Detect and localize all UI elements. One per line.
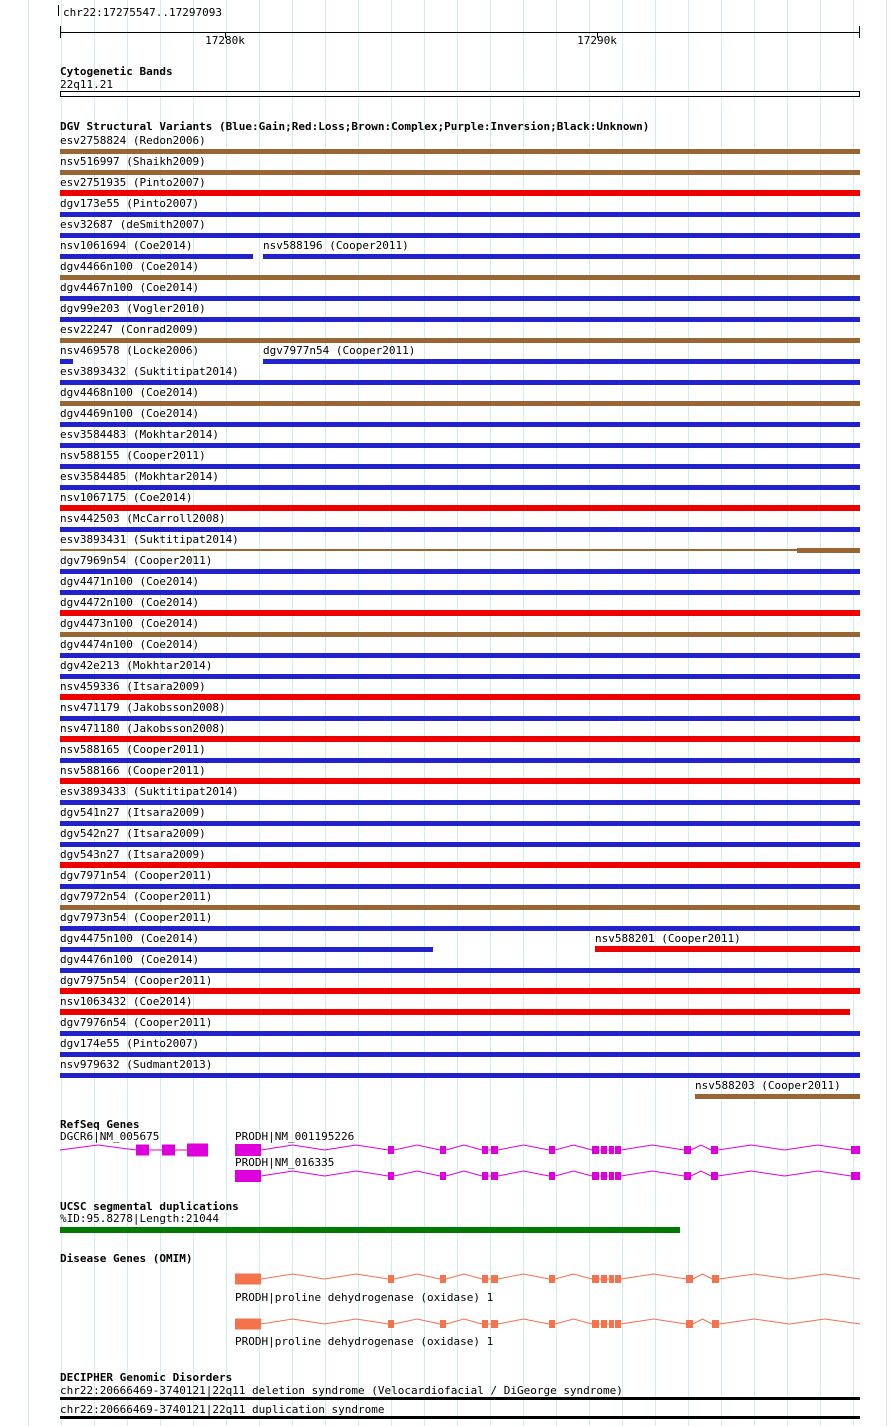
variant-bar[interactable]	[60, 884, 860, 889]
decipher-entry-label[interactable]: chr22:20666469-3740121|22q11 deletion syndrome (Velocardiofacial / DiGeorge syndrome)	[60, 1384, 623, 1397]
omim-gene-exon	[482, 1275, 488, 1283]
variant-bar[interactable]	[60, 821, 860, 826]
variant-bar[interactable]	[60, 947, 433, 952]
variant-bar[interactable]	[60, 296, 860, 301]
refseq-gene-exon	[187, 1144, 208, 1157]
refseq-gene-exon	[549, 1172, 555, 1180]
omim-gene-exon	[491, 1275, 498, 1283]
variant-label[interactable]: nsv588201 (Cooper2011)	[595, 932, 741, 945]
variant-bar[interactable]	[60, 505, 860, 511]
grid-line	[886, 0, 887, 1426]
variant-bar[interactable]	[797, 548, 860, 553]
variant-bar[interactable]	[60, 758, 860, 763]
variant-label[interactable]: dgv4475n100 (Coe2014)	[60, 932, 200, 945]
omim-gene-exon	[592, 1320, 599, 1328]
variant-label[interactable]: nsv1063432 (Coe2014)	[60, 995, 193, 1008]
dgv-section-title: DGV Structural Variants (Blue:Gain;Red:Loss;Brown:Complex;Purple:Inversion;Black:Unknown)	[60, 120, 650, 133]
variant-label[interactable]: nsv588166 (Cooper2011)	[60, 764, 206, 777]
grid-line	[28, 0, 29, 1426]
cytoband-section-title: Cytogenetic Bands	[60, 65, 173, 78]
variant-label[interactable]: dgv542n27 (Itsara2009)	[60, 827, 206, 840]
variant-label[interactable]: dgv7969n54 (Cooper2011)	[60, 554, 213, 567]
omim-gene-exon	[601, 1275, 607, 1283]
region-label: chr22:17275547..17297093	[63, 6, 222, 19]
refseq-gene-label[interactable]: PRODH|NM_001195226	[235, 1130, 355, 1143]
variant-label[interactable]: dgv7977n54 (Cooper2011)	[263, 344, 416, 357]
variant-bar[interactable]	[60, 800, 860, 805]
refseq-gene-exon	[482, 1146, 488, 1154]
variant-bar[interactable]	[263, 254, 860, 259]
omim-gene-intron-line	[261, 1274, 860, 1279]
refseq-gene-exon	[601, 1172, 607, 1180]
variant-label[interactable]: dgv4466n100 (Coe2014)	[60, 260, 200, 273]
variant-label[interactable]: dgv7971n54 (Cooper2011)	[60, 869, 213, 882]
refseq-gene-exon	[615, 1146, 621, 1154]
variant-label[interactable]: esv3584483 (Mokhtar2014)	[60, 428, 219, 441]
variant-label[interactable]: nsv442503 (McCarroll2008)	[60, 512, 226, 525]
omim-gene-intron-line	[261, 1319, 860, 1324]
variant-label[interactable]: dgv174e55 (Pinto2007)	[60, 1037, 200, 1050]
variant-bar[interactable]	[60, 275, 860, 280]
variant-bar[interactable]	[60, 380, 860, 385]
variant-label[interactable]: nsv588196 (Cooper2011)	[263, 239, 409, 252]
refseq-gene-model[interactable]	[235, 1167, 860, 1185]
variant-label[interactable]: dgv4474n100 (Coe2014)	[60, 638, 200, 651]
variant-label[interactable]: nsv459336 (Itsara2009)	[60, 680, 206, 693]
segdup-section-title: UCSC segmental duplications	[60, 1200, 239, 1213]
variant-label[interactable]: dgv7973n54 (Cooper2011)	[60, 911, 213, 924]
variant-label[interactable]: dgv173e55 (Pinto2007)	[60, 197, 200, 210]
refseq-gene-exon	[684, 1172, 691, 1180]
refseq-gene-model[interactable]	[60, 1141, 208, 1159]
variant-bar[interactable]	[60, 233, 860, 238]
variant-label[interactable]: dgv4473n100 (Coe2014)	[60, 617, 200, 630]
variant-bar[interactable]	[60, 736, 860, 742]
variant-bar[interactable]	[60, 968, 860, 973]
omim-gene-exon	[388, 1275, 394, 1283]
variant-bar[interactable]	[60, 359, 73, 364]
variant-label[interactable]: esv32687 (deSmith2007)	[60, 218, 206, 231]
omim-gene-exon	[235, 1274, 261, 1285]
omim-gene-exon	[615, 1320, 621, 1328]
omim-gene-exon	[482, 1320, 488, 1328]
refseq-gene-intron-line	[261, 1171, 851, 1176]
variant-bar[interactable]	[60, 988, 860, 994]
ruler-tick-label: 17280k	[205, 34, 245, 47]
ruler-end-tick-left	[60, 26, 61, 38]
variant-bar[interactable]	[60, 1009, 850, 1015]
ruler-end-tick-right	[859, 26, 860, 38]
refseq-gene-exon	[615, 1172, 621, 1180]
variant-bar[interactable]	[60, 212, 860, 217]
refseq-gene-exon	[440, 1172, 446, 1180]
variant-bar[interactable]	[60, 590, 860, 595]
variant-label[interactable]: esv3893432 (Suktitipat2014)	[60, 365, 239, 378]
variant-label[interactable]: dgv4467n100 (Coe2014)	[60, 281, 200, 294]
omim-gene-exon	[549, 1275, 555, 1283]
refseq-gene-exon	[609, 1172, 614, 1180]
refseq-gene-exon	[388, 1146, 394, 1154]
refseq-gene-exon	[162, 1145, 175, 1156]
omim-gene-exon	[601, 1320, 607, 1328]
variant-bar[interactable]	[263, 359, 860, 364]
variant-bar[interactable]	[60, 716, 860, 721]
variant-label[interactable]: esv3584485 (Mokhtar2014)	[60, 470, 219, 483]
omim-gene-model[interactable]	[235, 1315, 860, 1333]
omim-gene-exon	[440, 1320, 446, 1328]
omim-gene-label[interactable]: PRODH|proline dehydrogenase (oxidase) 1	[235, 1335, 494, 1348]
ruler-tick-label: 17290k	[577, 34, 617, 47]
omim-gene-exon	[609, 1275, 614, 1283]
variant-label[interactable]: dgv4468n100 (Coe2014)	[60, 386, 200, 399]
refseq-gene-exon	[235, 1170, 261, 1182]
omim-gene-exon	[686, 1320, 693, 1328]
variant-bar[interactable]	[60, 338, 860, 343]
variant-bar[interactable]	[60, 778, 860, 784]
variant-label[interactable]: nsv979632 (Sudmant2013)	[60, 1058, 213, 1071]
variant-label[interactable]: dgv543n27 (Itsara2009)	[60, 848, 206, 861]
omim-gene-exon	[235, 1319, 261, 1330]
variant-label[interactable]: dgv42e213 (Mokhtar2014)	[60, 659, 213, 672]
refseq-gene-exon	[491, 1146, 498, 1154]
refseq-gene-exon	[491, 1172, 498, 1180]
refseq-gene-exon	[440, 1146, 446, 1154]
variant-bar[interactable]	[60, 632, 860, 637]
variant-label[interactable]: esv22247 (Conrad2009)	[60, 323, 200, 336]
refseq-gene-label[interactable]: DGCR6|NM_005675	[60, 1130, 160, 1143]
variant-bar[interactable]	[60, 549, 797, 551]
variant-bar[interactable]	[60, 905, 860, 910]
variant-label[interactable]: nsv588165 (Cooper2011)	[60, 743, 206, 756]
variant-bar[interactable]	[60, 317, 860, 322]
variant-label[interactable]: nsv1061694 (Coe2014)	[60, 239, 193, 252]
variant-label[interactable]: dgv4476n100 (Coe2014)	[60, 953, 200, 966]
variant-bar[interactable]	[60, 401, 860, 406]
omim-gene-exon	[712, 1320, 719, 1328]
refseq-section-title: RefSeq Genes	[60, 1118, 140, 1131]
omim-gene-exon	[549, 1320, 555, 1328]
variant-bar[interactable]	[60, 190, 860, 196]
refseq-gene-exon	[388, 1172, 394, 1180]
variant-label[interactable]: dgv7975n54 (Cooper2011)	[60, 974, 213, 987]
ruler-line	[60, 32, 860, 33]
variant-bar[interactable]	[60, 694, 860, 700]
refseq-gene-exon	[592, 1172, 599, 1180]
omim-gene-exon	[440, 1275, 446, 1283]
variant-bar[interactable]	[60, 464, 860, 469]
variant-label[interactable]: dgv7976n54 (Cooper2011)	[60, 1016, 213, 1029]
omim-gene-exon	[609, 1320, 614, 1328]
region-marker-tick	[58, 5, 59, 16]
variant-label[interactable]: dgv4472n100 (Coe2014)	[60, 596, 200, 609]
refseq-gene-label[interactable]: PRODH|NM_016335	[235, 1156, 335, 1169]
variant-label[interactable]: dgv7972n54 (Cooper2011)	[60, 890, 213, 903]
omim-gene-exon	[615, 1275, 621, 1283]
variant-label[interactable]: nsv588203 (Cooper2011)	[695, 1079, 841, 1092]
variant-bar[interactable]	[60, 926, 860, 931]
refseq-gene-exon	[482, 1172, 488, 1180]
refseq-gene-exon	[684, 1146, 691, 1154]
variant-bar[interactable]	[60, 443, 860, 448]
omim-gene-exon	[388, 1320, 394, 1328]
refseq-gene-intron-line	[261, 1145, 851, 1150]
cytoband-box[interactable]	[60, 91, 860, 97]
variant-label[interactable]: esv2751935 (Pinto2007)	[60, 176, 206, 189]
variant-label[interactable]: nsv471180 (Jakobsson2008)	[60, 722, 226, 735]
decipher-entry-bar[interactable]	[60, 1397, 860, 1400]
variant-bar[interactable]	[60, 422, 860, 427]
variant-label[interactable]: dgv4471n100 (Coe2014)	[60, 575, 200, 588]
omim-gene-label[interactable]: PRODH|proline dehydrogenase (oxidase) 1	[235, 1291, 494, 1304]
variant-label[interactable]: nsv516997 (Shaikh2009)	[60, 155, 206, 168]
omim-gene-exon	[491, 1320, 498, 1328]
variant-label[interactable]: nsv1067175 (Coe2014)	[60, 491, 193, 504]
variant-bar[interactable]	[60, 1073, 860, 1078]
refseq-gene-exon	[235, 1144, 261, 1156]
variant-label[interactable]: esv2758824 (Redon2006)	[60, 134, 206, 147]
decipher-entry-bar[interactable]	[60, 1416, 860, 1419]
segdup-label[interactable]: %ID:95.8278|Length:21044	[60, 1212, 219, 1225]
refseq-gene-exon	[549, 1146, 555, 1154]
refseq-gene-exon	[711, 1172, 718, 1180]
refseq-gene-exon	[136, 1145, 149, 1156]
variant-label[interactable]: esv3893431 (Suktitipat2014)	[60, 533, 239, 546]
variant-bar[interactable]	[60, 485, 860, 490]
decipher-section-title: DECIPHER Genomic Disorders	[60, 1371, 233, 1384]
omim-section-title: Disease Genes (OMIM)	[60, 1252, 193, 1265]
variant-bar[interactable]	[60, 527, 860, 532]
variant-label[interactable]: dgv99e203 (Vogler2010)	[60, 302, 206, 315]
variant-label[interactable]: nsv471179 (Jakobsson2008)	[60, 701, 226, 714]
refseq-gene-exon	[592, 1146, 599, 1154]
omim-gene-exon	[592, 1275, 599, 1283]
cytoband-name[interactable]: 22q11.21	[60, 78, 113, 91]
variant-bar[interactable]	[60, 862, 860, 868]
variant-bar[interactable]	[60, 569, 860, 574]
segdup-bar[interactable]	[60, 1227, 680, 1233]
variant-label[interactable]: dgv4469n100 (Coe2014)	[60, 407, 200, 420]
variant-label[interactable]: esv3893433 (Suktitipat2014)	[60, 785, 239, 798]
variant-bar[interactable]	[60, 170, 860, 175]
refseq-gene-exon	[851, 1172, 860, 1180]
refseq-gene-exon	[711, 1146, 718, 1154]
variant-bar[interactable]	[60, 610, 860, 616]
refseq-gene-exon	[609, 1146, 614, 1154]
variant-label[interactable]: nsv588155 (Cooper2011)	[60, 449, 206, 462]
decipher-entry-label[interactable]: chr22:20666469-3740121|22q11 duplication syndrome	[60, 1403, 385, 1416]
omim-gene-model[interactable]	[235, 1270, 860, 1288]
variant-bar[interactable]	[60, 674, 860, 679]
variant-label[interactable]: dgv541n27 (Itsara2009)	[60, 806, 206, 819]
omim-gene-exon	[712, 1275, 719, 1283]
omim-gene-exon	[686, 1275, 693, 1283]
refseq-gene-exon	[601, 1146, 607, 1154]
variant-bar[interactable]	[60, 1052, 860, 1057]
variant-bar[interactable]	[60, 254, 253, 259]
variant-bar[interactable]	[60, 842, 860, 847]
variant-bar[interactable]	[695, 1094, 860, 1099]
variant-bar[interactable]	[60, 653, 860, 658]
variant-bar[interactable]	[60, 149, 860, 154]
variant-bar[interactable]	[60, 1031, 860, 1036]
variant-label[interactable]: nsv469578 (Locke2006)	[60, 344, 200, 357]
variant-bar[interactable]	[595, 946, 860, 952]
refseq-gene-exon	[851, 1146, 860, 1154]
